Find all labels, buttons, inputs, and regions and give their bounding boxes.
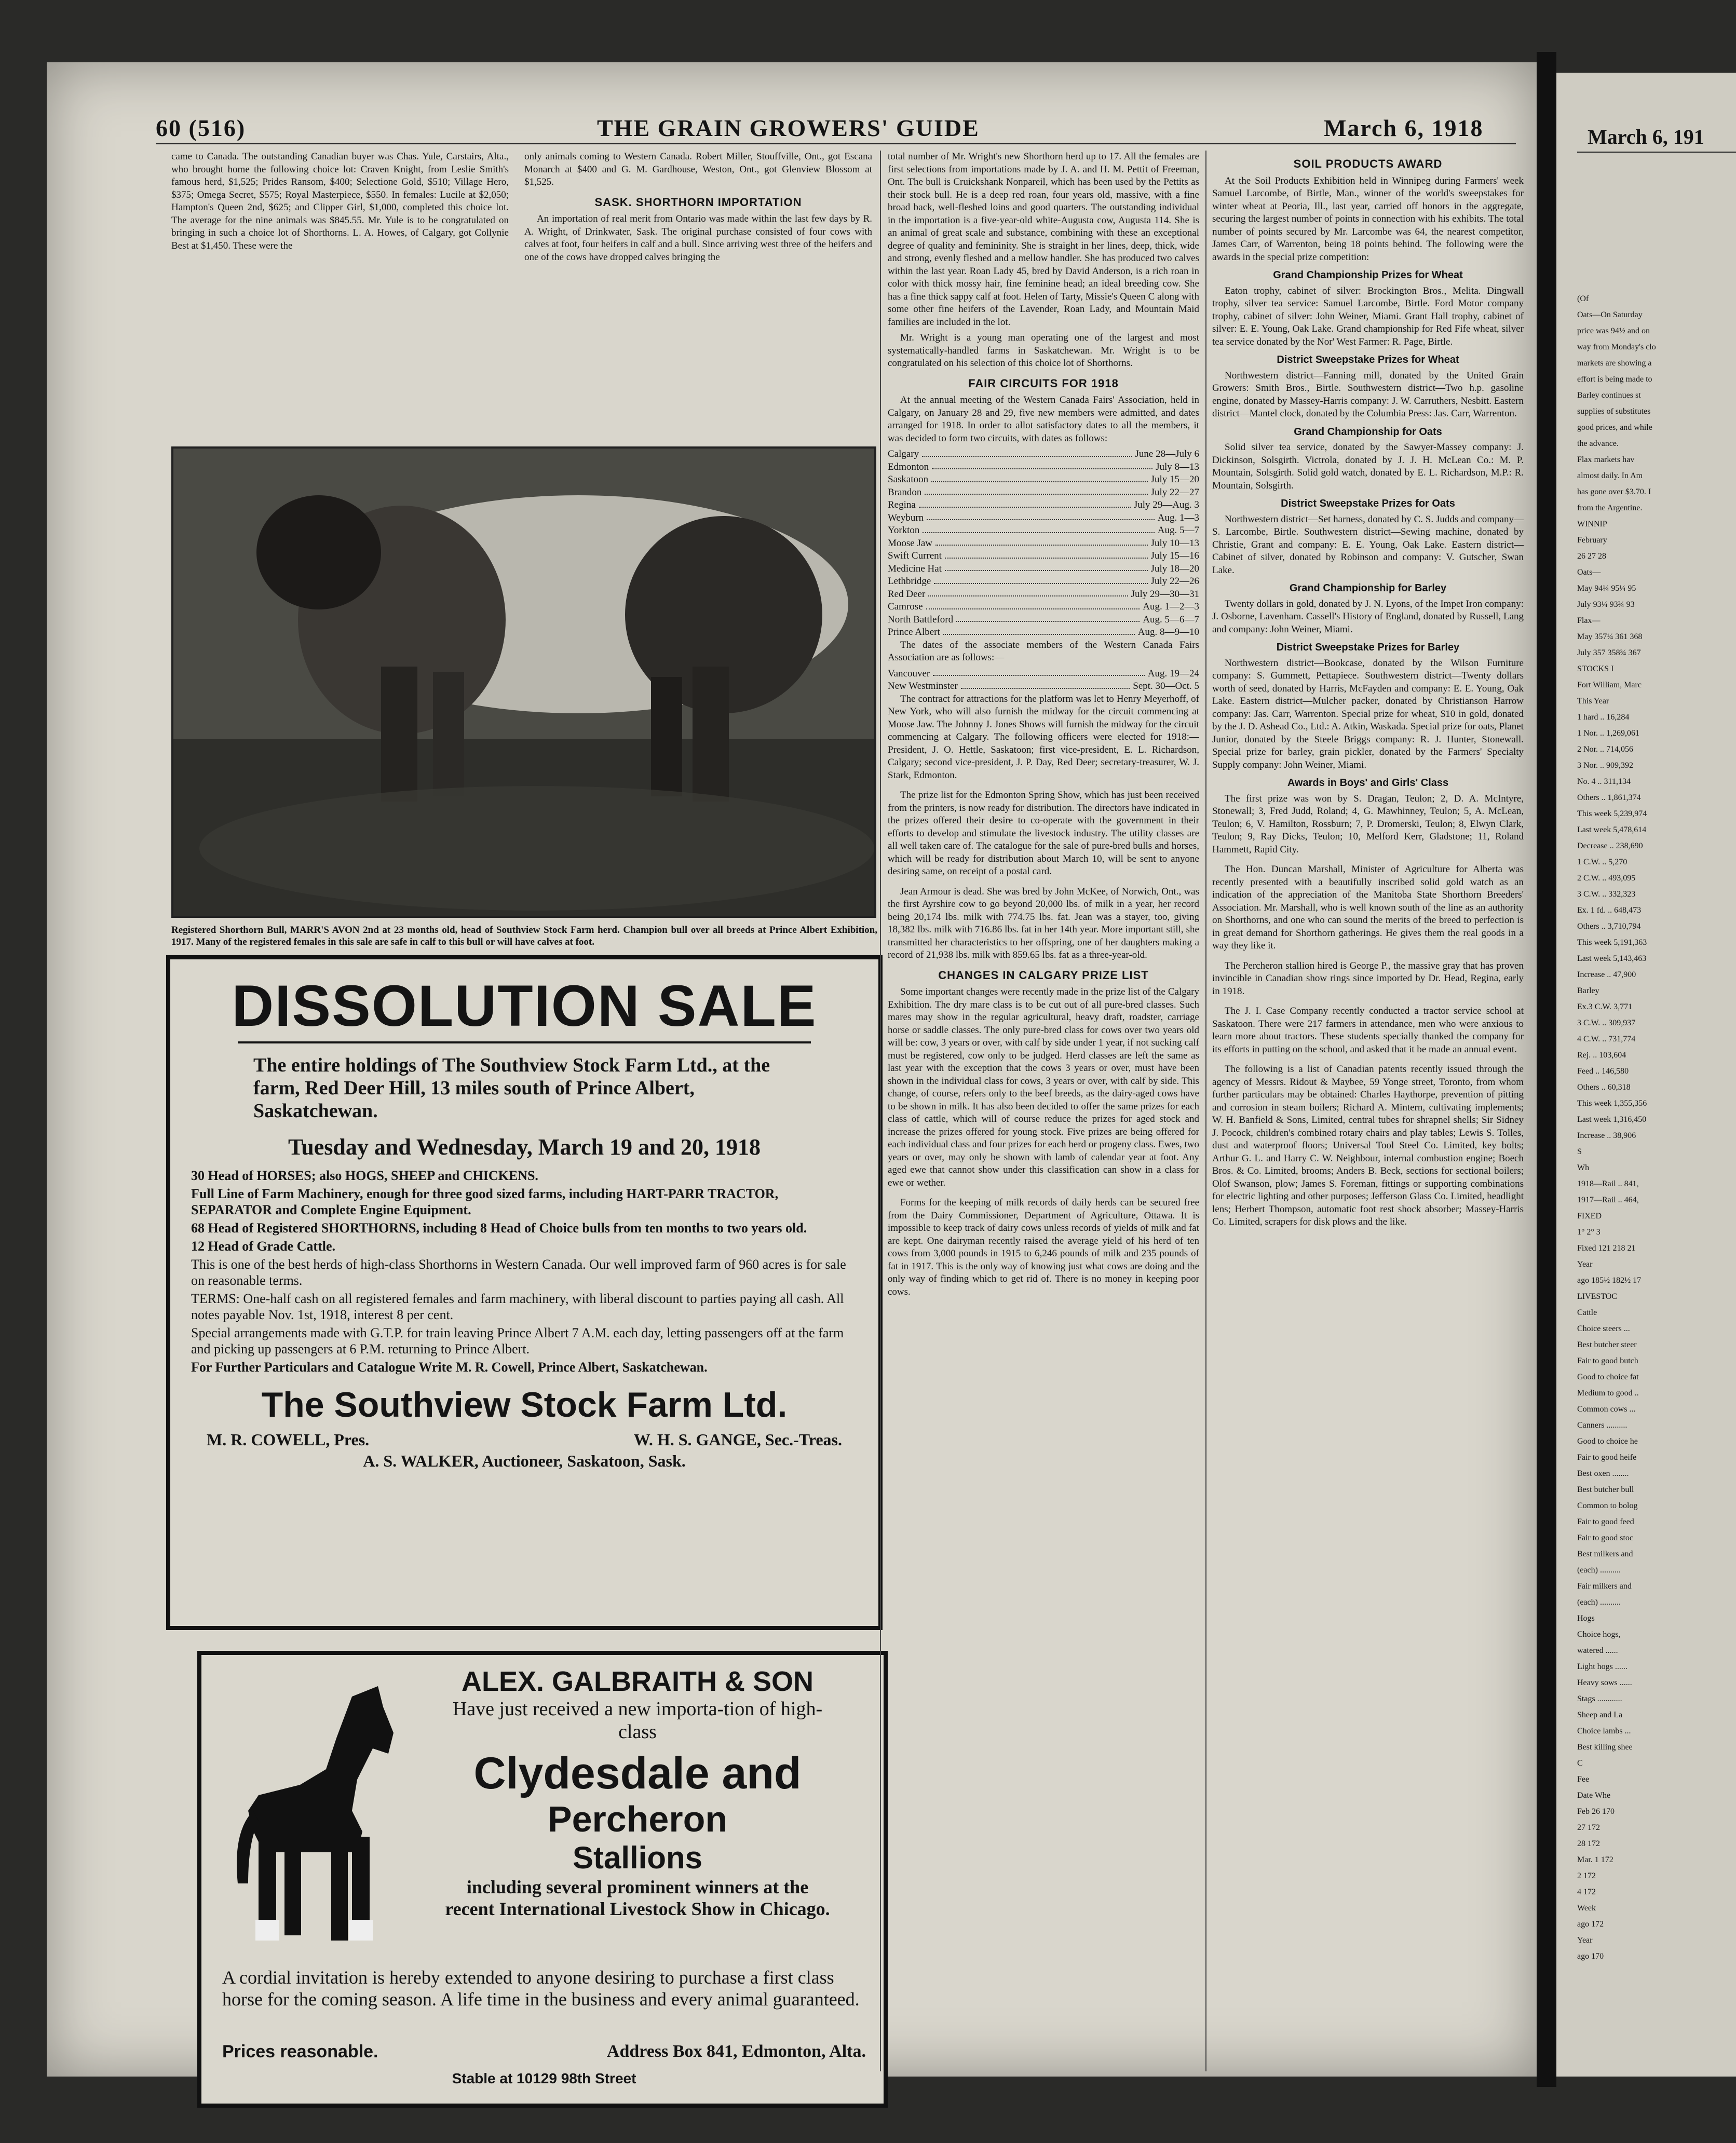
market-report-line: markets are showing a bbox=[1577, 359, 1652, 368]
galbraith-stallions: Stallions bbox=[572, 1840, 703, 1875]
fair-city: Yorkton bbox=[888, 525, 920, 536]
market-report-line: Others .. 60,318 bbox=[1577, 1083, 1631, 1092]
prize-list-text: The prize list for the Edmonton Spring Show, which has just been received from the printers, is now ready for distribution. The directors have indicated in the prizes offered their desire to co-operate with the government in their efforts to develop and stimulate the livestock industry. The utility classes are all well taken care of. The catalogue for the sale of pure-bred bulls and horses, which will be ready for distribution about March 10, will be sent to anyone desiring same, on receipt of a postal card. bbox=[888, 790, 1199, 877]
bull-illustration bbox=[173, 449, 874, 916]
market-report-line: Best killing shee bbox=[1577, 1743, 1633, 1752]
market-report-line: good prices, and while bbox=[1577, 423, 1652, 432]
fair-city: Lethbridge bbox=[888, 576, 931, 587]
galbraith-invite: A cordial invitation is hereby extended to anyone desiring to purchase a first class horse for the coming season. A life time in the business and every animal guaranteed. bbox=[222, 1967, 860, 2010]
market-report-line: from the Argentine. bbox=[1577, 504, 1643, 512]
market-report-line: Choice hogs, bbox=[1577, 1630, 1621, 1639]
market-report-line: July 357 358¾ 367 bbox=[1577, 648, 1641, 657]
newspaper-page-left bbox=[47, 62, 1537, 2086]
fair-dates: July 18—20 bbox=[1150, 563, 1199, 574]
market-report-line: Others .. 3,710,794 bbox=[1577, 922, 1641, 931]
leader-dots bbox=[943, 626, 1135, 635]
market-report-line: 1° 2° 3 bbox=[1577, 1228, 1601, 1237]
market-report-line: 4 172 bbox=[1577, 1888, 1596, 1896]
leader-dots bbox=[935, 537, 1148, 546]
galbraith-address: Address Box 841, Edmonton, Alta. bbox=[606, 2042, 866, 2061]
fair-row bbox=[888, 448, 1199, 461]
market-report-line: 2 172 bbox=[1577, 1871, 1596, 1880]
leader-dots bbox=[919, 499, 1131, 508]
market-report-line: Last week 5,143,463 bbox=[1577, 954, 1647, 963]
market-report-line: Fair to good heife bbox=[1577, 1453, 1637, 1462]
fair-city: Swift Current bbox=[888, 550, 942, 561]
market-report-line: Feb 26 170 bbox=[1577, 1807, 1615, 1816]
fair-dates: July 8—13 bbox=[1156, 461, 1199, 472]
market-report-line: ago 185½ 182½ 17 bbox=[1577, 1276, 1642, 1285]
article-column-4 bbox=[1212, 151, 1524, 2066]
fair-dates: July 15—20 bbox=[1150, 474, 1199, 485]
galbraith-percheron: Percheron bbox=[547, 1799, 728, 1839]
award-section-heading: Awards in Boys' and Girls' Class bbox=[1287, 777, 1449, 789]
fair-dates: July 29—30—31 bbox=[1131, 588, 1199, 600]
ad-officers bbox=[191, 1430, 858, 1449]
ad-title-rule bbox=[238, 1041, 811, 1043]
market-report-line: Last week 5,478,614 bbox=[1577, 825, 1647, 834]
fair-dates: Aug. 8—9—10 bbox=[1137, 627, 1199, 638]
market-report-line: Barley continues st bbox=[1577, 391, 1641, 400]
ad-item: Special arrangements made with G.T.P. for train leaving Prince Albert 7 A.M. each day, letting passengers off at the farm and picking up passengers at 6 P.M. returning to Prince Albert. bbox=[191, 1325, 844, 1357]
fair-row bbox=[888, 461, 1199, 474]
leader-dots bbox=[928, 588, 1128, 597]
market-report-line: price was 94½ and on bbox=[1577, 327, 1650, 335]
fair-row bbox=[888, 575, 1199, 588]
ad-item: 68 Head of Registered SHORTHORNS, including 8 Head of Choice bulls from ten months to two years old. bbox=[191, 1220, 807, 1236]
galbraith-footer bbox=[222, 2042, 866, 2062]
book-gutter bbox=[1537, 52, 1556, 2087]
fair-row bbox=[888, 486, 1199, 499]
column-divider bbox=[880, 151, 881, 2071]
market-report-line: Oats— bbox=[1577, 568, 1601, 577]
fair-intro: At the annual meeting of the Western Canada Fairs' Association, held in Calgary, on January 28 and 29, five new members were admitted, and dates arranged for 1918. In order to allot satisfactory dates to all the members, it was decided to form two circuits, with dates as follows: bbox=[888, 395, 1199, 444]
galbraith-stable: Stable at 10129 98th Street bbox=[452, 2070, 636, 2086]
market-report-line: Decrease .. 238,690 bbox=[1577, 842, 1643, 850]
market-report-line: Heavy sows ...... bbox=[1577, 1678, 1632, 1687]
fair-row bbox=[888, 614, 1199, 627]
award-section-text: Northwestern district—Bookcase, donated by the Wilson Furniture company: S. Gummett, Pettapiece. Southwestern district—Twenty dollars worth of seed, donated by Harris, McFayden and company: E. E. Young, Oak Lake. Eastern district—Mulcher packer, donated by Christianson Harrow company: Jas. Carr, Warrenton. Special prize for wheat, $10 in gold, donated by the J. D. Ashead Co., Ltd.: A. Atkin, Waskada. Special prize for oats, Planet Junior, donated by the Steele Briggs company: R. J. Hunter, Stonewall. Special prize for barley, grain pickler, donated by the Farmers' Specialty Supply company: John Weiner, Miami. bbox=[1212, 657, 1524, 770]
fair-city: Camrose bbox=[888, 601, 923, 612]
market-report-line: This week 5,191,363 bbox=[1577, 938, 1647, 947]
market-report-line: 1 Nor. .. 1,269,061 bbox=[1577, 729, 1639, 738]
jean-armour-text: Jean Armour is dead. She was bred by John McKee, of Norwich, Ont., was the first Ayrshire cow to go beyond 20,000 lbs. of milk in a year, her record being 20,174 lbs. milk with 774.75 lbs. fat. Jean was a stayer, too, giving 18,382 lbs. milk with 716.86 lbs. fat in her 14th year. More important still, she transmitted her characteristics to her offspring, one of her daughters making a record of 21,938 lbs. milk with 859.65 lbs. fat as a three-year-old. bbox=[888, 886, 1199, 960]
fair-circuits-heading: FAIR CIRCUITS FOR 1918 bbox=[968, 376, 1119, 390]
fair-city: New Westminster bbox=[888, 681, 958, 691]
fair-row bbox=[888, 601, 1199, 614]
market-report-line: Flax— bbox=[1577, 616, 1601, 625]
market-report-line: Mar. 1 172 bbox=[1577, 1855, 1613, 1864]
galbraith-name: ALEX. GALBRAITH & SON bbox=[461, 1666, 813, 1697]
market-report-line: Fort William, Marc bbox=[1577, 681, 1642, 689]
auction-text-end: only animals coming to Western Canada. Robert Miller, Stouffville, Ont., got Escana Monarch at $400 and G. M. Gardhouse, Weston, Ont., got Glenview Blossom at $1,525. bbox=[524, 151, 872, 187]
soil-products-intro: At the Soil Products Exhibition held in Winnipeg during Farmers' week Samuel Larcombe, of Birtle, Man., winner of the world's sweepstakes for winter wheat at Peoria, Ill., last year, carried off honors in the aggregate, securing the largest number of points in connection with his exhibits. The total number of points secured by Mr. Larcombe was 64, the nearest competitor, James Carr, of Warrenton, being 18 points behind. The following were the awards in the special prize competition: bbox=[1212, 175, 1524, 263]
ad-item: 12 Head of Grade Cattle. bbox=[191, 1239, 336, 1254]
fair-list bbox=[888, 448, 1199, 639]
fair-row bbox=[888, 563, 1199, 576]
market-report-line: May 357¼ 361 368 bbox=[1577, 632, 1643, 641]
fair-dates: June 28—July 6 bbox=[1135, 449, 1199, 459]
award-section-heading: District Sweepstake Prizes for Oats bbox=[1281, 498, 1455, 509]
market-report-line: Medium to good .. bbox=[1577, 1389, 1639, 1398]
ad-intro: The entire holdings of The Southview Stock Farm Ltd., at the farm, Red Deer Hill, 13 miles south of Prince Albert, Saskatchewan. bbox=[253, 1054, 770, 1122]
fair-row bbox=[888, 550, 1199, 563]
fair-mid: The dates of the associate members of the Western Canada Fairs Association are as follows:— bbox=[888, 639, 1199, 663]
fair-dates: Aug. 1—2—3 bbox=[1143, 601, 1199, 612]
market-report-line: 3 C.W. .. 309,937 bbox=[1577, 1019, 1636, 1027]
shorthorn-bull-photo bbox=[171, 446, 876, 918]
case-company-text: The J. I. Case Company recently conducted a tractor service school at Saskatoon. There were 217 farmers in attendance, men who were anxious to learn more about tractors. These students specially thanked the company for its efforts in putting on the school, and asked that it be made an annual event. bbox=[1212, 1006, 1524, 1055]
fair-row bbox=[888, 680, 1199, 693]
market-report-line: This Year bbox=[1577, 697, 1609, 706]
percheron-text: The Percheron stallion hired is George P., the massive gray that has proven invincible in Canadian show rings since imported by Dr. Head, Regina, early in 1918. bbox=[1212, 960, 1524, 997]
market-report-line: Fee bbox=[1577, 1775, 1590, 1784]
market-report-line: Common to bolog bbox=[1577, 1501, 1638, 1510]
market-report-column bbox=[1577, 291, 1736, 1964]
market-report-line: July 93¼ 93¾ 93 bbox=[1577, 600, 1635, 609]
market-report-line: C bbox=[1577, 1759, 1583, 1768]
ad-items bbox=[191, 1168, 858, 1375]
column-divider bbox=[1205, 151, 1206, 2071]
market-report-line: Oats—On Saturday bbox=[1577, 310, 1643, 319]
market-report-line: supplies of substitutes bbox=[1577, 407, 1651, 416]
fair-dates: Aug. 5—6—7 bbox=[1143, 614, 1199, 625]
market-report-line: 3 C.W. .. 332,323 bbox=[1577, 890, 1636, 899]
market-report-line: Rej. .. 103,604 bbox=[1577, 1051, 1626, 1060]
award-section-text: Twenty dollars in gold, donated by J. N. Lyons, of the Impet Iron company: J. Osborne, Lavenham. Cassell's History of England, donated by Russell, Lang and company: John Weiner, Miami. bbox=[1212, 598, 1524, 635]
leader-dots bbox=[926, 601, 1140, 609]
market-report-line: Best butcher steer bbox=[1577, 1340, 1637, 1349]
right-page-date: March 6, 191 bbox=[1588, 125, 1704, 148]
ad-auctioneer: A. S. WALKER, Auctioneer, Saskatoon, Sask. bbox=[363, 1452, 686, 1470]
award-section-text: The first prize was won by S. Dragan, Teulon; 2, D. A. McIntyre, Stonewall; 3, Fred Judd, Roland; 4, G. Mawhinney, Teulon; 5, A. McLean, Teulon; 6, V. Hamilton, Rossburn; 7, P. Dromerski, Teulon; 8, Elwyn Clark, Teulon; 9, Ray Dicks, Teulon; 10, Melford Kerr, Gladstone; 11, Roland Hammett, Rapid City. bbox=[1212, 793, 1524, 855]
market-report-line: Fair milkers and bbox=[1577, 1582, 1632, 1591]
leader-dots bbox=[927, 512, 1155, 521]
calgary-changes-text: Some important changes were recently made in the prize list of the Calgary Exhibition. The dry mare class is to be cut out of all pure-bred classes. Such mares may show in the regular agricultural, heavy draft, roadster, carriage horse or saddle classes. The only pure-bred class for cows over two years old will be: cow, 3 years or over, with calf by side under 1 year, if not sucking calf must be registered, cow only to be judged. Herd classes are left the same as last year with the exception that the cows 3 years or over, must have been shown in the individual class for cows, 3 years or over, with calf by side. This change, of course, refers only to the beef breeds, as the dairy-aged cows have to be shown in milk. It has also been decided to offer the same prizes for each class of cattle, which will of course reduce the prizes for aged stock and increase the prizes offered for young stock. Five prizes are being offered for each individual class and four prizes for each herd or progeny class. Ewes, two years or over, may only be shown with lamb of calendar year at foot. Any aged ewe that cannot show under this classification can show in a class for ewe or wether. bbox=[888, 986, 1199, 1188]
ad-item: TERMS: One-half cash on all registered females and farm machinery, with liberal discount to parties paying all cash. All notes payable Nov. 1st, 1918, interest 8 per cent. bbox=[191, 1291, 844, 1322]
market-report-line: This week 1,355,356 bbox=[1577, 1099, 1647, 1108]
fair-row bbox=[888, 499, 1199, 512]
fair-row bbox=[888, 512, 1199, 525]
ad-title: DISSOLUTION SALE bbox=[232, 973, 817, 1038]
market-report-line: Fair to good feed bbox=[1577, 1517, 1634, 1526]
header-rule bbox=[156, 143, 1516, 144]
fair-dates: July 29—Aug. 3 bbox=[1133, 499, 1199, 510]
market-report-line: WINNIP bbox=[1577, 520, 1607, 528]
galbraith-clydesdale: Clydesdale and bbox=[473, 1748, 802, 1798]
galbraith-line1: Have just received a new importa-tion of high-class bbox=[452, 1698, 823, 1743]
market-report-line: has gone over $3.70. I bbox=[1577, 487, 1651, 496]
fair-row bbox=[888, 524, 1199, 537]
leader-dots bbox=[961, 680, 1130, 689]
market-report-line: Light hogs ...... bbox=[1577, 1662, 1628, 1671]
market-report-line: 26 27 28 bbox=[1577, 552, 1606, 561]
market-report-line: Fair to good butch bbox=[1577, 1357, 1638, 1365]
calgary-changes-heading: CHANGES IN CALGARY PRIZE LIST bbox=[938, 968, 1149, 982]
leader-dots bbox=[945, 550, 1148, 559]
fair-row bbox=[888, 473, 1199, 486]
market-report-line: Choice steers ... bbox=[1577, 1324, 1630, 1333]
market-report-line: S bbox=[1577, 1147, 1582, 1156]
fair-city: Medicine Hat bbox=[888, 563, 942, 574]
award-section-text: Solid silver tea service, donated by the Sawyer-Massey company: J. Dickinson, Solsgirth. Victrola, donated by J. J. H. McLean Co.: M. P. Mountain, Solsgirth. Solid gold watch, donated by E. L. Richardson, M.P.: R. Mountain, Solsgirth. bbox=[1212, 442, 1524, 491]
soil-products-heading: SOIL PRODUCTS AWARD bbox=[1293, 157, 1443, 170]
market-report-line: almost daily. In Am bbox=[1577, 471, 1643, 480]
wright-text: total number of Mr. Wright's new Shorthorn herd up to 17. All the females are first selections from importations made by J. A. and H. M. Pettit of Freeman, Ont. The bull is Cruickshank Nonpareil, which has been used by the Pettits as their stock bull. He is a deep red roan, four years old, massive, with a fine broad back, well-fleshed loins and good quarters. The outstanding individual in the importation is a five-year-old white-Augusta cow, Augusta 114. She is an animal of great scale and substance, combining with these an exceptional degree of quality and femininity. She is straight in her lines, deep, thick, wide and strong, evenly fleshed and a mellow handler. She has produced two calves within the last year. Roan Lady 45, bred by David Anderson, is a rich roan in color with thick mossy hair, fine feminine head; an ideal breeding cow. She has a fine thick sappy calf at foot. Helen of Tarty, Missie's Queen C along with some other fine heifers of the Lavender, Roan Lady, and Mountain Maid families are included in the lot. bbox=[888, 151, 1199, 328]
leader-dots bbox=[945, 563, 1148, 572]
right-header-rule bbox=[1577, 152, 1736, 153]
milk-records-text: Forms for the keeping of milk records of daily herds can be secured free from the Dairy Commissioner, Department of Agriculture, Ottawa. It is impossible to keep track of dairy cows unless records of yields of milk and fat are kept. One dairyman recently raised the average yield of his herd of ten cows from 3,000 pounds in 1915 to 6,246 pounds of milk and 235 pounds of fat in 1917. This is the only way of knowing just what cows are doing and the only way of finding which to get rid of. There is no money in keeping poor cows. bbox=[888, 1197, 1199, 1297]
award-section-heading: Grand Championship for Barley bbox=[1289, 582, 1447, 594]
fair-city: North Battleford bbox=[888, 614, 954, 625]
leader-dots bbox=[956, 614, 1140, 622]
market-report-line: 27 172 bbox=[1577, 1823, 1600, 1832]
sask-shorthorn-text: An importation of real merit from Ontario was made within the last few days by R. A. Wright, of Drinkwater, Sask. The original purchase consisted of four cows with calves at foot, four heifers in calf and a bull. Since arriving west three of the heifers and one of the cows have dropped calves bringing the bbox=[524, 213, 872, 263]
market-report-line: Flax markets hav bbox=[1577, 455, 1635, 464]
market-report-line: 1 hard .. 16,284 bbox=[1577, 713, 1630, 722]
fair-row bbox=[888, 588, 1199, 601]
award-section-text: Northwestern district—Set harness, donated by C. S. Judds and company—S. Larcombe, Birtle. Southwestern district—Sewing machine, donated by Christie, Grant and company: E. E. Young, Oak Lake. Eastern district—Cabinet of silver, donated by Robinson and company: V. Gutscher, Swan Lake. bbox=[1212, 513, 1524, 576]
market-report-line: Date Whe bbox=[1577, 1791, 1611, 1800]
ad-dates: Tuesday and Wednesday, March 19 and 20, 1918 bbox=[288, 1134, 761, 1160]
ad-item: 30 Head of HORSES; also HOGS, SHEEP and CHICKENS. bbox=[191, 1168, 538, 1183]
market-report-line: No. 4 .. 311,134 bbox=[1577, 777, 1631, 786]
market-report-line: May 94¼ 95¼ 95 bbox=[1577, 584, 1636, 593]
market-report-line: Increase .. 47,900 bbox=[1577, 970, 1636, 979]
fair-dates: July 22—26 bbox=[1150, 576, 1199, 587]
fair-city: Regina bbox=[888, 499, 916, 510]
newspaper-page-right bbox=[1556, 73, 1736, 2077]
market-report-line: ago 172 bbox=[1577, 1920, 1604, 1929]
market-report-line: Week bbox=[1577, 1904, 1596, 1913]
leader-dots bbox=[922, 448, 1132, 457]
market-report-line: FIXED bbox=[1577, 1212, 1602, 1220]
ad-item: Full Line of Farm Machinery, enough for three good sized farms, including HART-PARR TRACTOR, SEPARATOR and Complete Engine Equipment. bbox=[191, 1186, 779, 1217]
market-report-line: Stags ............ bbox=[1577, 1694, 1622, 1703]
leader-dots bbox=[931, 473, 1147, 482]
fair-dates: Sept. 30—Oct. 5 bbox=[1133, 681, 1199, 691]
market-report-line: 3 Nor. .. 909,392 bbox=[1577, 761, 1633, 770]
market-report-line: Sheep and La bbox=[1577, 1711, 1623, 1719]
award-section-text: Eaton trophy, cabinet of silver: Brockington Bros., Melita. Dingwall trophy, silver tea service: Samuel Larcombe, Birtle. Ford Motor company trophy, cabinet of silver: John Weiner, Miami. Grant Hall trophy, cabinet of silver: E. E. Young, Oak Lake. Grand championship for Red Fife wheat, silver tea service donated by the Nor' West Farmer: R. Page, Birtle. bbox=[1212, 285, 1524, 347]
market-report-line: This week 5,239,974 bbox=[1577, 809, 1647, 818]
market-report-line: 28 172 bbox=[1577, 1839, 1600, 1848]
fair-row bbox=[888, 668, 1199, 681]
fair-dates: July 10—13 bbox=[1150, 537, 1199, 549]
fair-city: Red Deer bbox=[888, 588, 926, 600]
leader-dots bbox=[925, 486, 1147, 495]
market-report-line: Others .. 1,861,374 bbox=[1577, 793, 1641, 802]
market-report-line: (Of bbox=[1577, 294, 1589, 303]
ad-company: The Southview Stock Farm Ltd. bbox=[261, 1385, 788, 1425]
market-report-line: Hogs bbox=[1577, 1614, 1595, 1623]
fair-end: The contract for attractions for the platform was let to Henry Meyerhoff, of New York, who will also furnish the midway for the circuit commencing at Moose Jaw. The Johnny J. Jones Shows will furnish the midway for the circuit commencing at Calgary. The following officers were elected for 1918:— President, J. O. Hettle, Saskatoon; first vice-president, E. L. Richardson, Calgary; second vice-president, J. P. Day, Red Deer; secretary-treasurer, W. J. Stark, Edmonton. bbox=[888, 693, 1199, 781]
market-report-line: (each) .......... bbox=[1577, 1566, 1621, 1575]
fair-city: Prince Albert bbox=[888, 627, 940, 638]
market-report-line: the advance. bbox=[1577, 439, 1619, 448]
galbraith-content bbox=[409, 1665, 866, 1920]
market-report-line: 1 C.W. .. 5,270 bbox=[1577, 858, 1628, 866]
leader-dots bbox=[932, 461, 1152, 470]
market-report-line: STOCKS I bbox=[1577, 664, 1614, 673]
market-report-line: ago 170 bbox=[1577, 1952, 1604, 1961]
market-report-line: 2 C.W. .. 493,095 bbox=[1577, 874, 1636, 883]
fair-dates: Aug. 1—3 bbox=[1157, 512, 1199, 523]
market-report-line: Year bbox=[1577, 1936, 1593, 1945]
market-report-line: Last week 1,316,450 bbox=[1577, 1115, 1647, 1124]
award-section-heading: District Sweepstake Prizes for Barley bbox=[1276, 642, 1460, 653]
masthead-title: THE GRAIN GROWERS' GUIDE bbox=[597, 115, 980, 141]
issue-date: March 6, 1918 bbox=[1324, 115, 1484, 141]
leader-dots bbox=[934, 575, 1147, 584]
photo-caption: Registered Shorthorn Bull, MARR'S AVON 2nd at 23 months old, head of Southview Stock Farm herd. Champion bull over all breeds at Prince Albert Exhibition, 1917. Many of the registered females in this sale are safe in calf to this bull or will have calves at foot. bbox=[171, 925, 877, 947]
fair-city: Weyburn bbox=[888, 512, 924, 523]
market-report-line: Best oxen ........ bbox=[1577, 1469, 1629, 1478]
sask-shorthorn-heading: SASK. SHORTHORN IMPORTATION bbox=[594, 195, 802, 209]
leader-dots bbox=[923, 524, 1154, 533]
fair-dates: July 22—27 bbox=[1150, 486, 1199, 498]
fair-dates: July 15—16 bbox=[1150, 550, 1199, 561]
market-report-line: 2 Nor. .. 714,056 bbox=[1577, 745, 1633, 754]
fair-city: Saskatoon bbox=[888, 474, 929, 485]
ad-president: M. R. COWELL, Pres. bbox=[207, 1430, 370, 1449]
fair-row bbox=[888, 626, 1199, 639]
market-report-line: Cattle bbox=[1577, 1308, 1597, 1317]
market-report-line: Year bbox=[1577, 1260, 1593, 1269]
market-report-line: watered ...... bbox=[1577, 1646, 1618, 1655]
leader-dots bbox=[933, 668, 1145, 676]
fair-city: Vancouver bbox=[888, 668, 930, 679]
article-column-2-top bbox=[524, 151, 872, 441]
award-section-heading: Grand Championship Prizes for Wheat bbox=[1273, 269, 1463, 281]
award-section-text: Northwestern district—Fanning mill, donated by the United Grain Growers: Smith Bros., Birtle. Southwestern district—Two h.p. gasoline engine, donated by Massey-Harris company: J. W. Carruthers, Nesbitt. Eastern district—Mantel clock, donated by the Columbia Press: Jas. Carr, Warrenton. bbox=[1212, 370, 1524, 419]
market-report-line: Barley bbox=[1577, 986, 1599, 995]
fair-row bbox=[888, 537, 1199, 550]
market-report-line: 4 C.W. .. 731,774 bbox=[1577, 1035, 1636, 1043]
market-report-line: effort is being made to bbox=[1577, 375, 1652, 384]
galbraith-line2: including several prominent winners at the recent International Livestock Show in Chicago. bbox=[445, 1877, 830, 1919]
market-report-line: Ex.3 C.W. 3,771 bbox=[1577, 1002, 1633, 1011]
market-report-line: (each) .......... bbox=[1577, 1598, 1621, 1607]
market-report-line: Feed .. 146,580 bbox=[1577, 1067, 1629, 1076]
ad-item: For Further Particulars and Catalogue Write M. R. Cowell, Prince Albert, Saskatchewan. bbox=[191, 1360, 708, 1375]
market-report-line: Ex. 1 fd. .. 648,473 bbox=[1577, 906, 1642, 915]
market-report-line: Fixed 121 218 21 bbox=[1577, 1244, 1636, 1253]
market-report-line: Increase .. 38,906 bbox=[1577, 1131, 1636, 1140]
fair-city: Brandon bbox=[888, 486, 922, 498]
market-report-line: Wh bbox=[1577, 1163, 1590, 1172]
galbraith-prices: Prices reasonable. bbox=[222, 2042, 378, 2061]
patents-text: The following is a list of Canadian patents recently issued through the agency of Messrs. Ridout & Maybee, 59 Yonge street, Toronto, from whom further particulars may be obtained: Charles Haythorpe, prevention of pitting and corrosion in steam boilers; Richard A. Mintern, cultivating implements; W. H. Banfield & Sons, Limited, central tubes for shrapnel shells; Sir Sidney J. Pocock, children's combined rotary chairs and play tables; Lewis S. Tolles, dust and waterproof floors; Universal Tool Steel Co. Limited, key bolts; Arthur G. L. and Harry C. W. Neighbour, internal combustion engine; Boech Bros. & Co. Limited, brooms; Anders B. Beck, sections for sectional boilers; Olof Swanson, plow; James S. Foreman, fittings or supporting combinations for electric lighting and other purposes; Jefferson Glass Co. Limited, headlight lens; Herbert Thompson, automatic foot rest shock absorber; Massey-Harris Co. Limited, scrapers for disk plows and the like. bbox=[1212, 1064, 1524, 1227]
fair-city: Calgary bbox=[888, 449, 919, 459]
market-report-line: Best butcher bull bbox=[1577, 1485, 1634, 1494]
dissolution-sale-ad bbox=[166, 955, 883, 1630]
market-report-line: 1918—Rail .. 841, bbox=[1577, 1179, 1639, 1188]
fair-city: Moose Jaw bbox=[888, 537, 933, 549]
fair-dates: Aug. 5—7 bbox=[1157, 525, 1199, 536]
market-report-line: Canners .......... bbox=[1577, 1421, 1628, 1430]
fair-dates: Aug. 19—24 bbox=[1147, 668, 1199, 679]
article-column-1-top bbox=[171, 151, 509, 441]
market-report-line: Choice lambs ... bbox=[1577, 1727, 1631, 1735]
auction-text: came to Canada. The outstanding Canadian buyer was Chas. Yule, Carstairs, Alta., who brought home the following choice lot: Craven Knight, from Leslie Smith's famous herd, $1,525; Prides Ransom, $400; Selectione Gold, $510; Village Hero, $375; Omega Secret, $575; Royal Masterpiece, $550. In females: Lucile at $2,050; Hampton's Queen 2nd, $625; and Clipper Girl, $1,000, completed this choice lot. The average for the nine animals was $845.55. Mr. Yule is to be congratulated on bringing in such a choice lot of Shorthorns. L. A. Howes, of Calgary, got Collynie Best at $1,450. These were the bbox=[171, 151, 509, 251]
ad-item: This is one of the best herds of high-class Shorthorns in Western Canada. Our well improved farm of 960 acres is for sale on reasonable terms. bbox=[191, 1257, 846, 1288]
market-report-line: way from Monday's clo bbox=[1577, 343, 1656, 351]
market-report-line: Common cows ... bbox=[1577, 1405, 1636, 1414]
market-report-line: Good to choice fat bbox=[1577, 1373, 1639, 1381]
page-number: 60 (516) bbox=[156, 115, 246, 141]
market-report-line: Good to choice he bbox=[1577, 1437, 1638, 1446]
market-report-line: Fair to good stoc bbox=[1577, 1534, 1633, 1542]
marshall-text: The Hon. Duncan Marshall, Minister of Agriculture for Alberta was recently presented with a beautifully inscribed solid gold watch as an indication of the appreciation of the Manitoba State Shorthorn Breeders' Association. Mr. Marshall, who is well known south of the line as an authority on Shorthorns, and one who can sound the merits of the breed to perfection is in great demand for Shorthorn gatherings. He gives them the real goods in a way they like it. bbox=[1212, 864, 1524, 951]
market-report-line: LIVESTOC bbox=[1577, 1292, 1618, 1301]
wright-text-2: Mr. Wright is a young man operating one of the largest and most systematically-handled farms in Saskatchewan. Mr. Wright is to be congratulated on his selection of this choice lot of Shorthorns. bbox=[888, 332, 1199, 369]
award-section-heading: District Sweepstake Prizes for Wheat bbox=[1277, 354, 1459, 365]
market-report-line: February bbox=[1577, 536, 1607, 545]
ad-secretary: W. H. S. GANGE, Sec.-Treas. bbox=[633, 1430, 842, 1449]
award-section-heading: Grand Championship for Oats bbox=[1294, 426, 1442, 438]
article-column-3 bbox=[888, 151, 1199, 2066]
horse-illustration bbox=[222, 1676, 409, 1956]
market-report-line: Best milkers and bbox=[1577, 1550, 1633, 1558]
market-report-line: 1917—Rail .. 464, bbox=[1577, 1196, 1639, 1204]
galbraith-stallions-ad bbox=[197, 1651, 888, 2108]
fair-city: Edmonton bbox=[888, 461, 929, 472]
